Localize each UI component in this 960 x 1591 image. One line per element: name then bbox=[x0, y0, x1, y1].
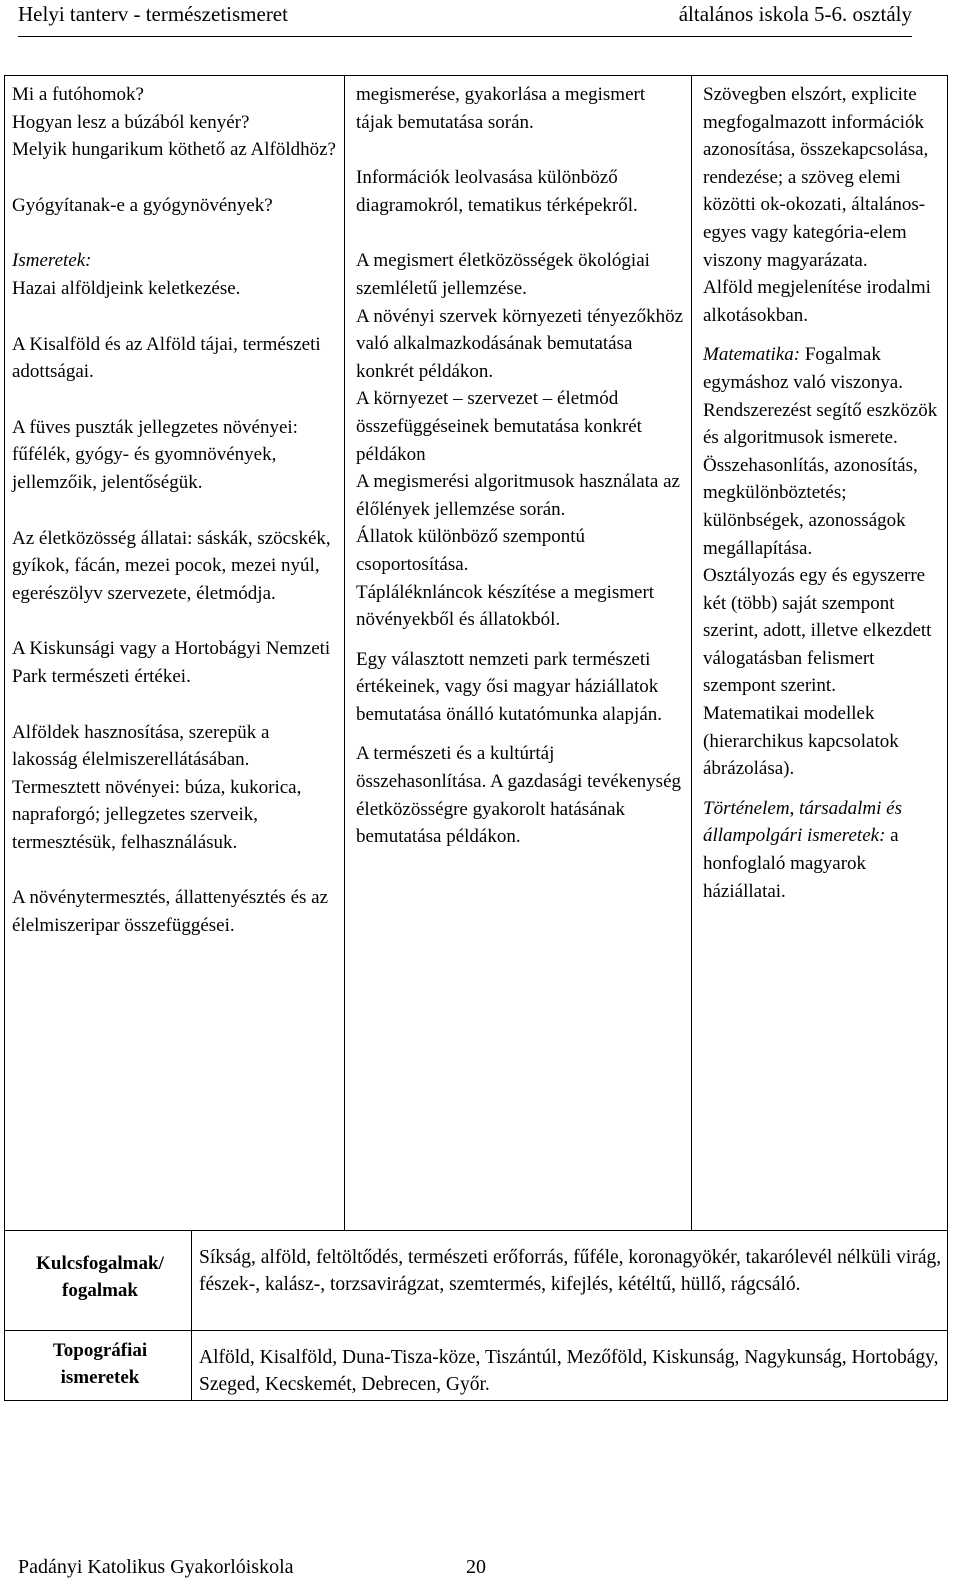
table-row-divider bbox=[4, 1330, 948, 1331]
activity-paragraph: A megismert életközösségek ökológiai szemléletű jellemzése. bbox=[356, 250, 650, 299]
table-col-divider bbox=[191, 1230, 192, 1400]
content-paragraph: A növénytermesztés, állattenyésztés és az élelmiszeripar összefüggései. bbox=[12, 887, 329, 937]
content-paragraph: Az életközösség állatai: sáskák, szöcskék, gyíkok, fácán, mezei pocok, mezei nyúl, egerészölyv szervezete, életmódja. bbox=[12, 527, 331, 604]
subject-text: a honfoglaló magyarok háziállatai. bbox=[703, 825, 899, 902]
question: Melyik hungarikum köthető az Alföldhöz? bbox=[12, 139, 336, 161]
subject-label: Matematika: bbox=[703, 344, 801, 366]
subject-text: Fogalmak egymáshoz való viszonya. bbox=[703, 344, 903, 393]
question: Gyógyítanak-e a gyógynövények? bbox=[12, 194, 273, 216]
content-paragraph: Termesztett növényei: búza, kukorica, napraforgó; jellegzetes szerveik, termesztésük, felhasználásuk. bbox=[12, 776, 302, 853]
table-col-divider bbox=[691, 75, 692, 1230]
table-bottom-border bbox=[4, 1400, 948, 1401]
connection-paragraph: Rendszerezést segítő eszközök és algoritmusok ismerete. bbox=[703, 399, 938, 449]
connection-paragraph: Szövegben elszórt, explicite megfogalmazott információk azonosítása, összekapcsolása, rendezése; a szöveg elemi közötti ok-okozati, általános-egyes vagy kategória-elem viszony magyarázata. bbox=[703, 84, 929, 271]
table-right-border bbox=[947, 75, 948, 1401]
connection-paragraph: Matematikai modellek (hierarchikus kapcsolatok ábrázolása). bbox=[703, 703, 899, 780]
page-number: 20 bbox=[466, 1556, 486, 1578]
activity-paragraph: A környezet – szervezet – életmód összefüggéseinek bemutatása konkrét példákon bbox=[356, 388, 642, 465]
connection-paragraph: Összehasonlítás, azonosítás, megkülönböztetés; különbségek, azonosságok megállapítása. bbox=[703, 454, 918, 559]
topography-text: Alföld, Kisalföld, Duna-Tisza-köze, Tiszántúl, Mezőföld, Kiskunság, Nagykunság, Hortobágy, Szeged, Kecskemét, Debrecen, Győr. bbox=[199, 1347, 939, 1395]
activity-paragraph: A növényi szervek környezeti tényezőkhöz való alkalmazkodásának bemutatása konkrét példákon. bbox=[356, 305, 684, 382]
content-paragraph: A füves puszták jellegzetes növényei: fűfélék, gyógy- és gyomnövények, jellemzőik, jelentőségük. bbox=[12, 416, 298, 493]
content-paragraph: A Kiskunsági vagy a Hortobágyi Nemzeti Park természeti értékei. bbox=[12, 638, 331, 687]
subject-label: Történelem, társadalmi és állampolgári ismeretek: bbox=[703, 797, 902, 847]
table-row-divider bbox=[4, 1230, 948, 1231]
question: Mi a futóhomok? bbox=[12, 84, 144, 105]
content-paragraph: A Kisalföld és az Alföld tájai, természeti adottságai. bbox=[12, 333, 321, 383]
content-paragraph: Hazai alföldjeink keletkezése. bbox=[12, 277, 241, 299]
connection-paragraph bbox=[703, 341, 943, 396]
content-column bbox=[12, 81, 338, 940]
header-grade: általános iskola 5-6. osztály bbox=[678, 2, 912, 26]
activity-paragraph: Egy választott nemzeti park természeti értékeinek, vagy ősi magyar háziállatok bemutatása önálló kutatómunka alapján. bbox=[356, 648, 663, 725]
activity-paragraph: A megismerési algoritmusok használata az élőlények jellemzése során. bbox=[356, 471, 680, 520]
header-title: Helyi tanterv - természetismeret bbox=[18, 2, 288, 26]
connections-column bbox=[703, 81, 943, 905]
connection-paragraph: Osztályozás egy és egyszerre két (több) saját szempont szerint, adott, illetve elkezdett válogatásban felismert szempont szerint. bbox=[703, 565, 932, 697]
footer-school: Padányi Katolikus Gyakorlóiskola bbox=[18, 1556, 294, 1578]
activities-column bbox=[356, 81, 686, 851]
topography-label: Topográfiai ismeretek bbox=[52, 1340, 148, 1388]
page-header bbox=[18, 0, 912, 37]
table-top-border bbox=[4, 75, 948, 76]
activity-paragraph: Tápláléknláncok készítése a megismert növényekből és állatokból. bbox=[356, 581, 655, 631]
connection-paragraph: Alföld megjelenítése irodalmi alkotásokban. bbox=[703, 277, 931, 326]
key-concepts-label: Kulcsfogalmak/ fogalmak bbox=[36, 1253, 164, 1301]
table-col-divider bbox=[344, 75, 345, 1230]
table-left-border bbox=[4, 75, 5, 1401]
content-paragraph: Alföldek hasznosítása, szerepük a lakosság élelmiszerellátásában. bbox=[12, 721, 270, 771]
key-concepts-text: Síkság, alföld, feltöltődés, természeti erőforrás, fűféle, koronagyökér, takarólevél nélküli virág, fészek-, kalász-, torzsavirágzat, szemtermés, kifejlés, kétéltű, hüllő, rágcsáló. bbox=[199, 1247, 942, 1295]
activity-paragraph: A természeti és a kultúrtáj összehasonlítása. A gazdasági tevékenység életközösségre gyakorolt hatásának bemutatása példákon. bbox=[356, 743, 682, 848]
activity-paragraph: megismerése, gyakorlása a megismert tájak bemutatása során. bbox=[356, 84, 646, 133]
question: Hogyan lesz a búzából kenyér? bbox=[12, 111, 250, 133]
connection-paragraph bbox=[703, 795, 943, 905]
activity-paragraph: Információk leolvasása különböző diagramokról, tematikus térképekről. bbox=[356, 167, 638, 216]
activity-paragraph: Állatok különböző szempontú csoportosítása. bbox=[356, 526, 586, 575]
section-label: Ismeretek: bbox=[12, 250, 92, 272]
